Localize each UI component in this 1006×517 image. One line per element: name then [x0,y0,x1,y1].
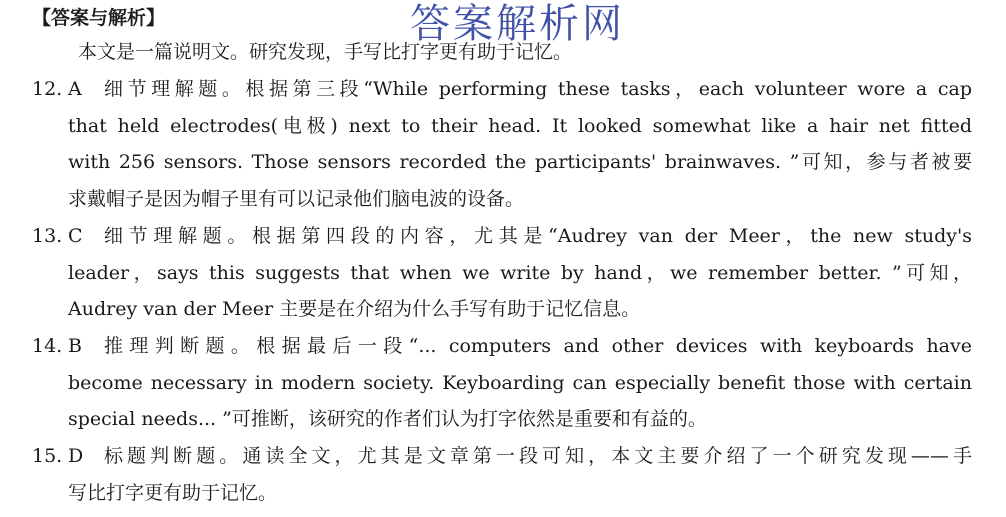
explanation-line: become necessary in modern society. Keyboarding can especially benefit those with certain [68,371,972,394]
question-number: 14. [32,335,63,357]
answer-item-14 [32,328,972,438]
question-number: 15. [32,445,63,467]
question-number: 13. [32,225,63,247]
explanation-line: 求戴帽子是因为帽子里有可以记录他们脑电波的设备。 [68,187,525,210]
explanation-line: leader，says this suggests that when we write by hand，we remember better. ”可知， [68,261,972,284]
explanation-line: 细节理解题。根据第四段的内容，尤其是“Audrey van der Meer，the new study's [104,225,972,247]
answer-choice: C [68,225,83,247]
explanation-line: 标题判断题。通读全文，尤其是文章第一段可知，本文主要介绍了一个研究发现——手 [104,445,972,467]
explanation-line: Audrey van der Meer 主要是在介绍为什么手写有助于记忆信息。 [68,298,641,320]
passage-summary: 本文是一篇说明文。研究发现，手写比打字更有助于记忆。 [78,41,573,63]
explanation-line: 推理判断题。根据最后一段“... computers and other devices with keyboards have [104,335,972,357]
answer-choice: D [68,445,84,467]
explanation-line: with 256 sensors. Those sensors recorded the participants' brainwaves. ”可知，参与者被要 [68,151,972,173]
section-title: 【答案与解析】 [32,7,166,29]
explanation-line: 细节理解题。根据第三段“While performing these tasks，each volunteer wore a cap [104,78,972,100]
explanation-line: special needs... ”可推断，该研究的作者们认为打字依然是重要和有益的。 [68,408,707,430]
explanation-line: 写比打字更有助于记忆。 [68,481,278,504]
answer-item-13 [32,218,972,328]
explanation-line: that held electrodes(电极) next to their head. It looked somewhat like a hair net fitted [68,114,972,137]
answer-item-12 [32,71,972,217]
answer-choice: A [68,78,82,100]
question-number: 12. [32,78,63,100]
watermark-logo: 答案解析网 [410,1,625,47]
answer-choice: B [68,335,82,357]
answer-item-15 [32,438,972,511]
